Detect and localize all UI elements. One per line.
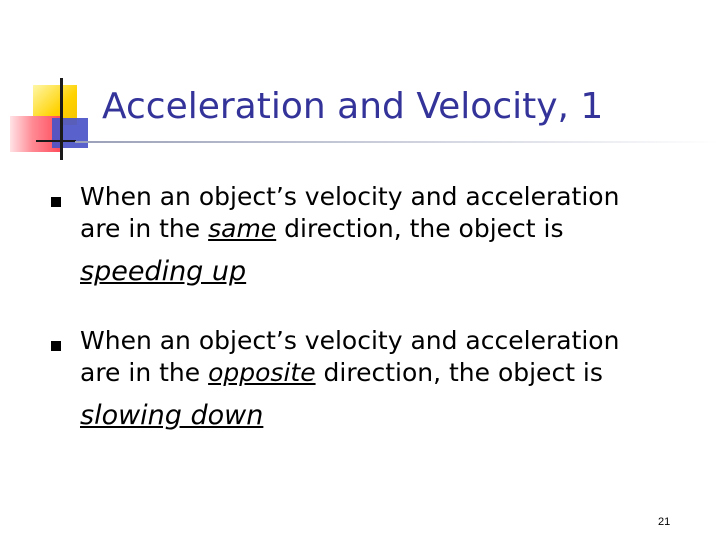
bullet-1-line-2-before: are in the [80, 214, 209, 243]
bullet-1-emphasis-word: same [208, 214, 277, 243]
bullet-1-emphasis-line: speeding up [80, 256, 247, 287]
bullet-1-line-2-after: direction, the object is [276, 214, 564, 243]
square-bullet-icon [51, 341, 61, 351]
slide-title: Acceleration and Velocity, 1 [102, 86, 604, 127]
bullet-2-emphasis-word: opposite [208, 358, 316, 387]
page-number: 21 [658, 516, 671, 528]
title-underline [75, 141, 720, 143]
logo-horizontal-line [36, 140, 76, 142]
bullet-item-1 [80, 181, 690, 291]
bullet-2-line-2-before: are in the [80, 358, 209, 387]
logo-vertical-line [60, 78, 63, 160]
bullet-2-line-2-after: direction, the object is [315, 358, 603, 387]
square-bullet-icon [51, 197, 61, 207]
bullet-2-emphasis-line: slowing down [80, 400, 264, 431]
logo-blue-square [52, 118, 88, 148]
corner-logo-icon [0, 0, 110, 170]
bullet-item-2 [80, 325, 690, 435]
bullet-2-line-1: When an object’s velocity and acceleration [80, 326, 620, 355]
bullet-1-line-1: When an object’s velocity and acceleration [80, 182, 620, 211]
